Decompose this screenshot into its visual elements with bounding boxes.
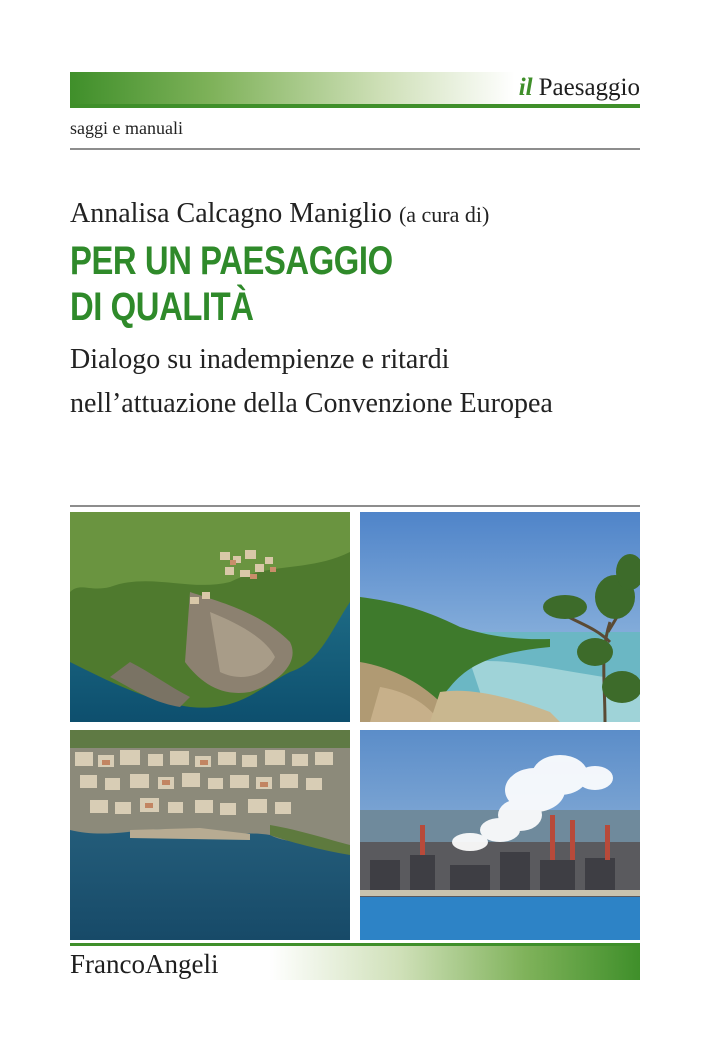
subseries-label: saggi e manuali — [70, 118, 183, 138]
title-line-1: PER UN PAESAGGIO — [70, 239, 393, 283]
title-line-2: DI QUALITÀ — [70, 285, 254, 329]
photo-coastal-cliff-village — [70, 512, 350, 722]
series-title: Paesaggio — [538, 74, 640, 101]
top-divider — [70, 148, 640, 150]
photo-beach-pine-coast — [360, 512, 640, 722]
middle-divider — [70, 505, 640, 507]
series-prefix: il — [518, 74, 533, 101]
author-name: Annalisa Calcagno Maniglio — [70, 198, 392, 229]
publisher-name: FrancoAngeli — [70, 949, 219, 979]
series-name — [519, 72, 640, 104]
author-line — [70, 198, 489, 230]
photo-industrial-plant — [360, 730, 640, 940]
series-underline — [70, 104, 640, 108]
book-title — [70, 238, 537, 330]
subtitle-line-1: Dialogo su inadempienze e ritardi — [70, 344, 450, 375]
editor-note: (a cura di) — [398, 202, 490, 227]
book-subtitle — [70, 338, 660, 426]
subtitle-line-2: nell’attuazione della Convenzione Europea — [70, 388, 553, 419]
photo-coastal-town — [70, 730, 350, 940]
